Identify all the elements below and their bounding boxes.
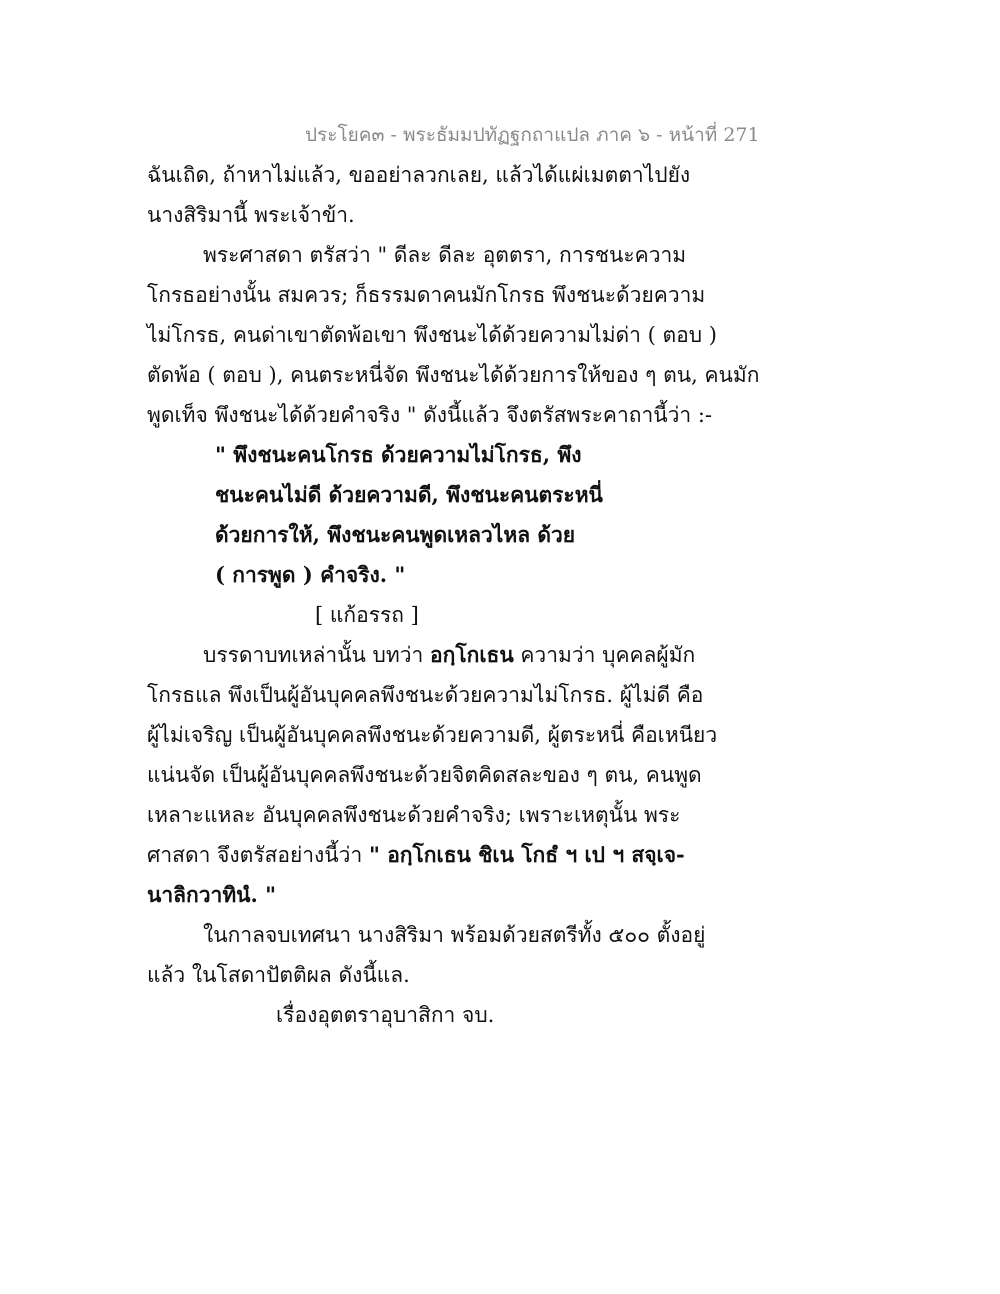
para3-line-2: โกรธแล พึงเป็นผู้อันบุคคลพึงชนะด้วยความไม่โกรธ. ผู้ไม่ดี คือ bbox=[147, 683, 704, 707]
para3-line-3: ผู้ไม่เจริญ เป็นผู้อันบุคคลพึงชนะด้วยความดี, ผู้ตระหนี่ คือเหนียว bbox=[147, 723, 718, 747]
para3-line-1-text-a: บรรดาบทเหล่านั้น บทว่า bbox=[203, 643, 424, 667]
verse-line-2: ชนะคนไม่ดี ด้วยความดี, พึงชนะคนตระหนี่ bbox=[215, 482, 603, 507]
para3-line-6 bbox=[147, 840, 685, 870]
story-ending: เรื่องอุตตราอุบาสิกา จบ. bbox=[276, 1003, 495, 1027]
page-header: ประโยค๓ - พระธัมมปทัฏฐกถาแปล ภาค ๖ - หน้าที่ 271 bbox=[305, 124, 760, 146]
para2-line-3: ไม่โกรธ, คนด่าเขาตัดพ้อเขา พึงชนะได้ด้วยความไม่ด่า ( ตอบ ) bbox=[147, 323, 717, 347]
verse-line-4: ( การพูด ) คำจริง. " bbox=[215, 562, 406, 587]
para3-line-5: เหลาะแหละ อันบุคคลพึงชนะด้วยคำจริง; เพราะเหตุนั้น พระ bbox=[147, 803, 681, 827]
para3-line-6-text-a: ศาสดา จึงตรัสอย่างนี้ว่า bbox=[147, 843, 363, 867]
para2-line-4: ตัดพ้อ ( ตอบ ), คนตระหนี่จัด พึงชนะได้ด้วยการให้ของ ๆ ตน, คนมัก bbox=[147, 363, 760, 387]
para4-line-2: แล้ว ในโสดาปัตติผล ดังนี้แล. bbox=[147, 963, 410, 987]
verse-line-1: " พึงชนะคนโกรธ ด้วยความไม่โกรธ, พึง bbox=[215, 442, 582, 467]
para3-pali-quote: " อกฺโกเธน ชิเน โกธํ ฯ เป ฯ สจฺเจ- bbox=[368, 842, 685, 867]
para4-line-1: ในกาลจบเทศนา นางสิริมา พร้อมด้วยสตรีทั้ง ๕๐๐ ตั้งอยู่ bbox=[203, 923, 706, 947]
para3-line-7: นาลิกวาทินํ. " bbox=[147, 882, 277, 907]
para3-line-1 bbox=[203, 640, 695, 670]
para2-line-1: พระศาสดา ตรัสว่า " ดีละ ดีละ อุตตรา, การชนะความ bbox=[203, 243, 687, 267]
verse-line-3: ด้วยการให้, พึงชนะคนพูดเหลวไหล ด้วย bbox=[215, 522, 576, 547]
para2-line-5: พูดเท็จ พึงชนะได้ด้วยคำจริง " ดังนี้แล้ว จึงตรัสพระคาถานี้ว่า :- bbox=[147, 403, 713, 427]
para1-line-2: นางสิริมานี้ พระเจ้าข้า. bbox=[147, 203, 355, 227]
section-title: [ แก้อรรถ ] bbox=[315, 603, 419, 627]
para2-line-2: โกรธอย่างนั้น สมควร; ก็ธรรมดาคนมักโกรธ พึงชนะด้วยความ bbox=[147, 283, 706, 307]
para3-line-4: แน่นจัด เป็นผู้อันบุคคลพึงชนะด้วยจิตคิดสละของ ๆ ตน, คนพูด bbox=[147, 763, 702, 787]
para1-line-1: ฉันเถิด, ถ้าหาไม่แล้ว, ขออย่าลวกเลย, แล้วได้แผ่เมตตาไปยัง bbox=[147, 163, 691, 187]
para3-line-1-text-c: ความว่า บุคคลผู้มัก bbox=[520, 643, 696, 667]
para3-term-akkodhena: อกฺโกเธน bbox=[430, 642, 514, 667]
